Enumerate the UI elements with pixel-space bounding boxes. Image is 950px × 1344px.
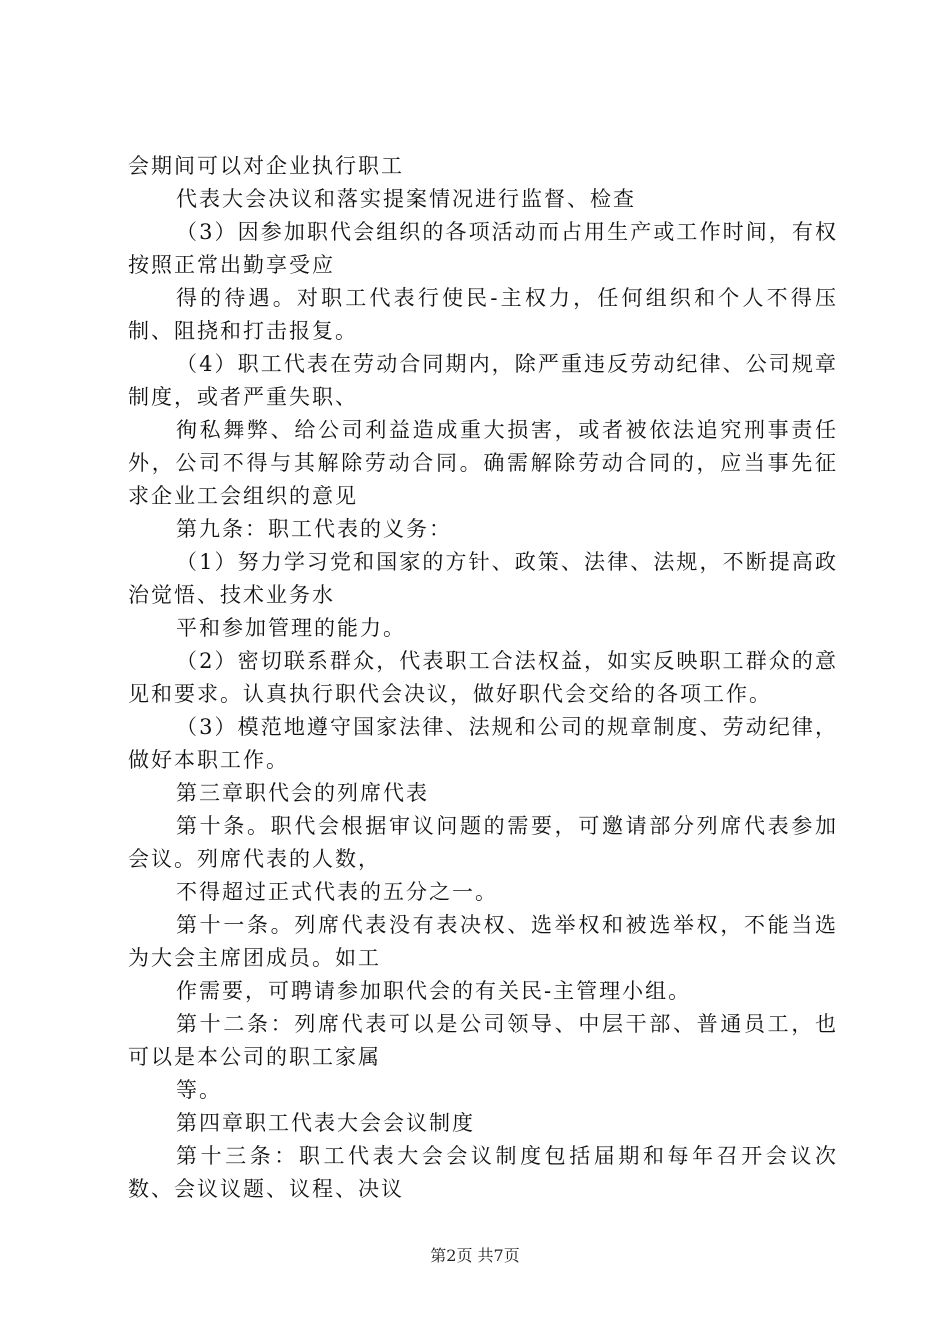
paragraph-15: 第十一条。列席代表没有表决权、选举权和被选举权，不能当选为大会主席团成员。如工 <box>128 913 838 970</box>
paragraph-18: 等。 <box>176 1078 222 1102</box>
paragraph-14: 不得超过正式代表的五分之一。 <box>176 880 498 904</box>
paragraph-20: 第十三条：职工代表大会会议制度包括届期和每年召开会议次数、会议议题、议程、决议 <box>128 1144 838 1201</box>
paragraph-6: 徇私舞弊、给公司利益造成重大损害，或者被依法追究刑事责任外，公司不得与其解除劳动合同。确需解除劳动合同的，应当事先征求企业工会组织的意见 <box>128 418 838 508</box>
paragraph-4: 得的待遇。对职工代表行使民-主权力，任何组织和个人不得压制、阻挠和打击报复。 <box>128 286 838 343</box>
chapter-heading-4: 第四章职工代表大会会议制度 <box>176 1111 475 1135</box>
paragraph-9: 平和参加管理的能力。 <box>176 616 406 640</box>
paragraph-1: 会期间可以对企业执行职工 <box>128 154 404 178</box>
paragraph-17: 第十二条：列席代表可以是公司领导、中层干部、普通员工，也可以是本公司的职工家属 <box>128 1012 838 1069</box>
paragraph-16: 作需要，可聘请参加职代会的有关民-主管理小组。 <box>176 979 692 1003</box>
chapter-heading-3: 第三章职代会的列席代表 <box>176 781 429 805</box>
paragraph-2: 代表大会决议和落实提案情况进行监督、检查 <box>176 187 636 211</box>
paragraph-10: （2）密切联系群众，代表职工合法权益，如实反映职工群众的意见和要求。认真执行职代会决议，做好职代会交给的各项工作。 <box>128 649 838 706</box>
paragraph-5: （4）职工代表在劳动合同期内，除严重违反劳动纪律、公司规章制度，或者严重失职、 <box>128 352 838 409</box>
paragraph-13: 第十条。职代会根据审议问题的需要，可邀请部分列席代表参加会议。列席代表的人数， <box>128 814 838 871</box>
paragraph-3: （3）因参加职代会组织的各项活动而占用生产或工作时间，有权按照正常出勤享受应 <box>128 220 838 277</box>
paragraph-11: （3）模范地遵守国家法律、法规和公司的规章制度、劳动纪律，做好本职工作。 <box>128 715 838 772</box>
document-body <box>128 150 838 1206</box>
paragraph-8: （1）努力学习党和国家的方针、政策、法律、法规，不断提高政治觉悟、技术业务水 <box>128 550 838 607</box>
page-number-footer: 第2页 共7页 <box>430 1246 520 1265</box>
article-heading-9: 第九条：职工代表的义务： <box>176 517 452 541</box>
